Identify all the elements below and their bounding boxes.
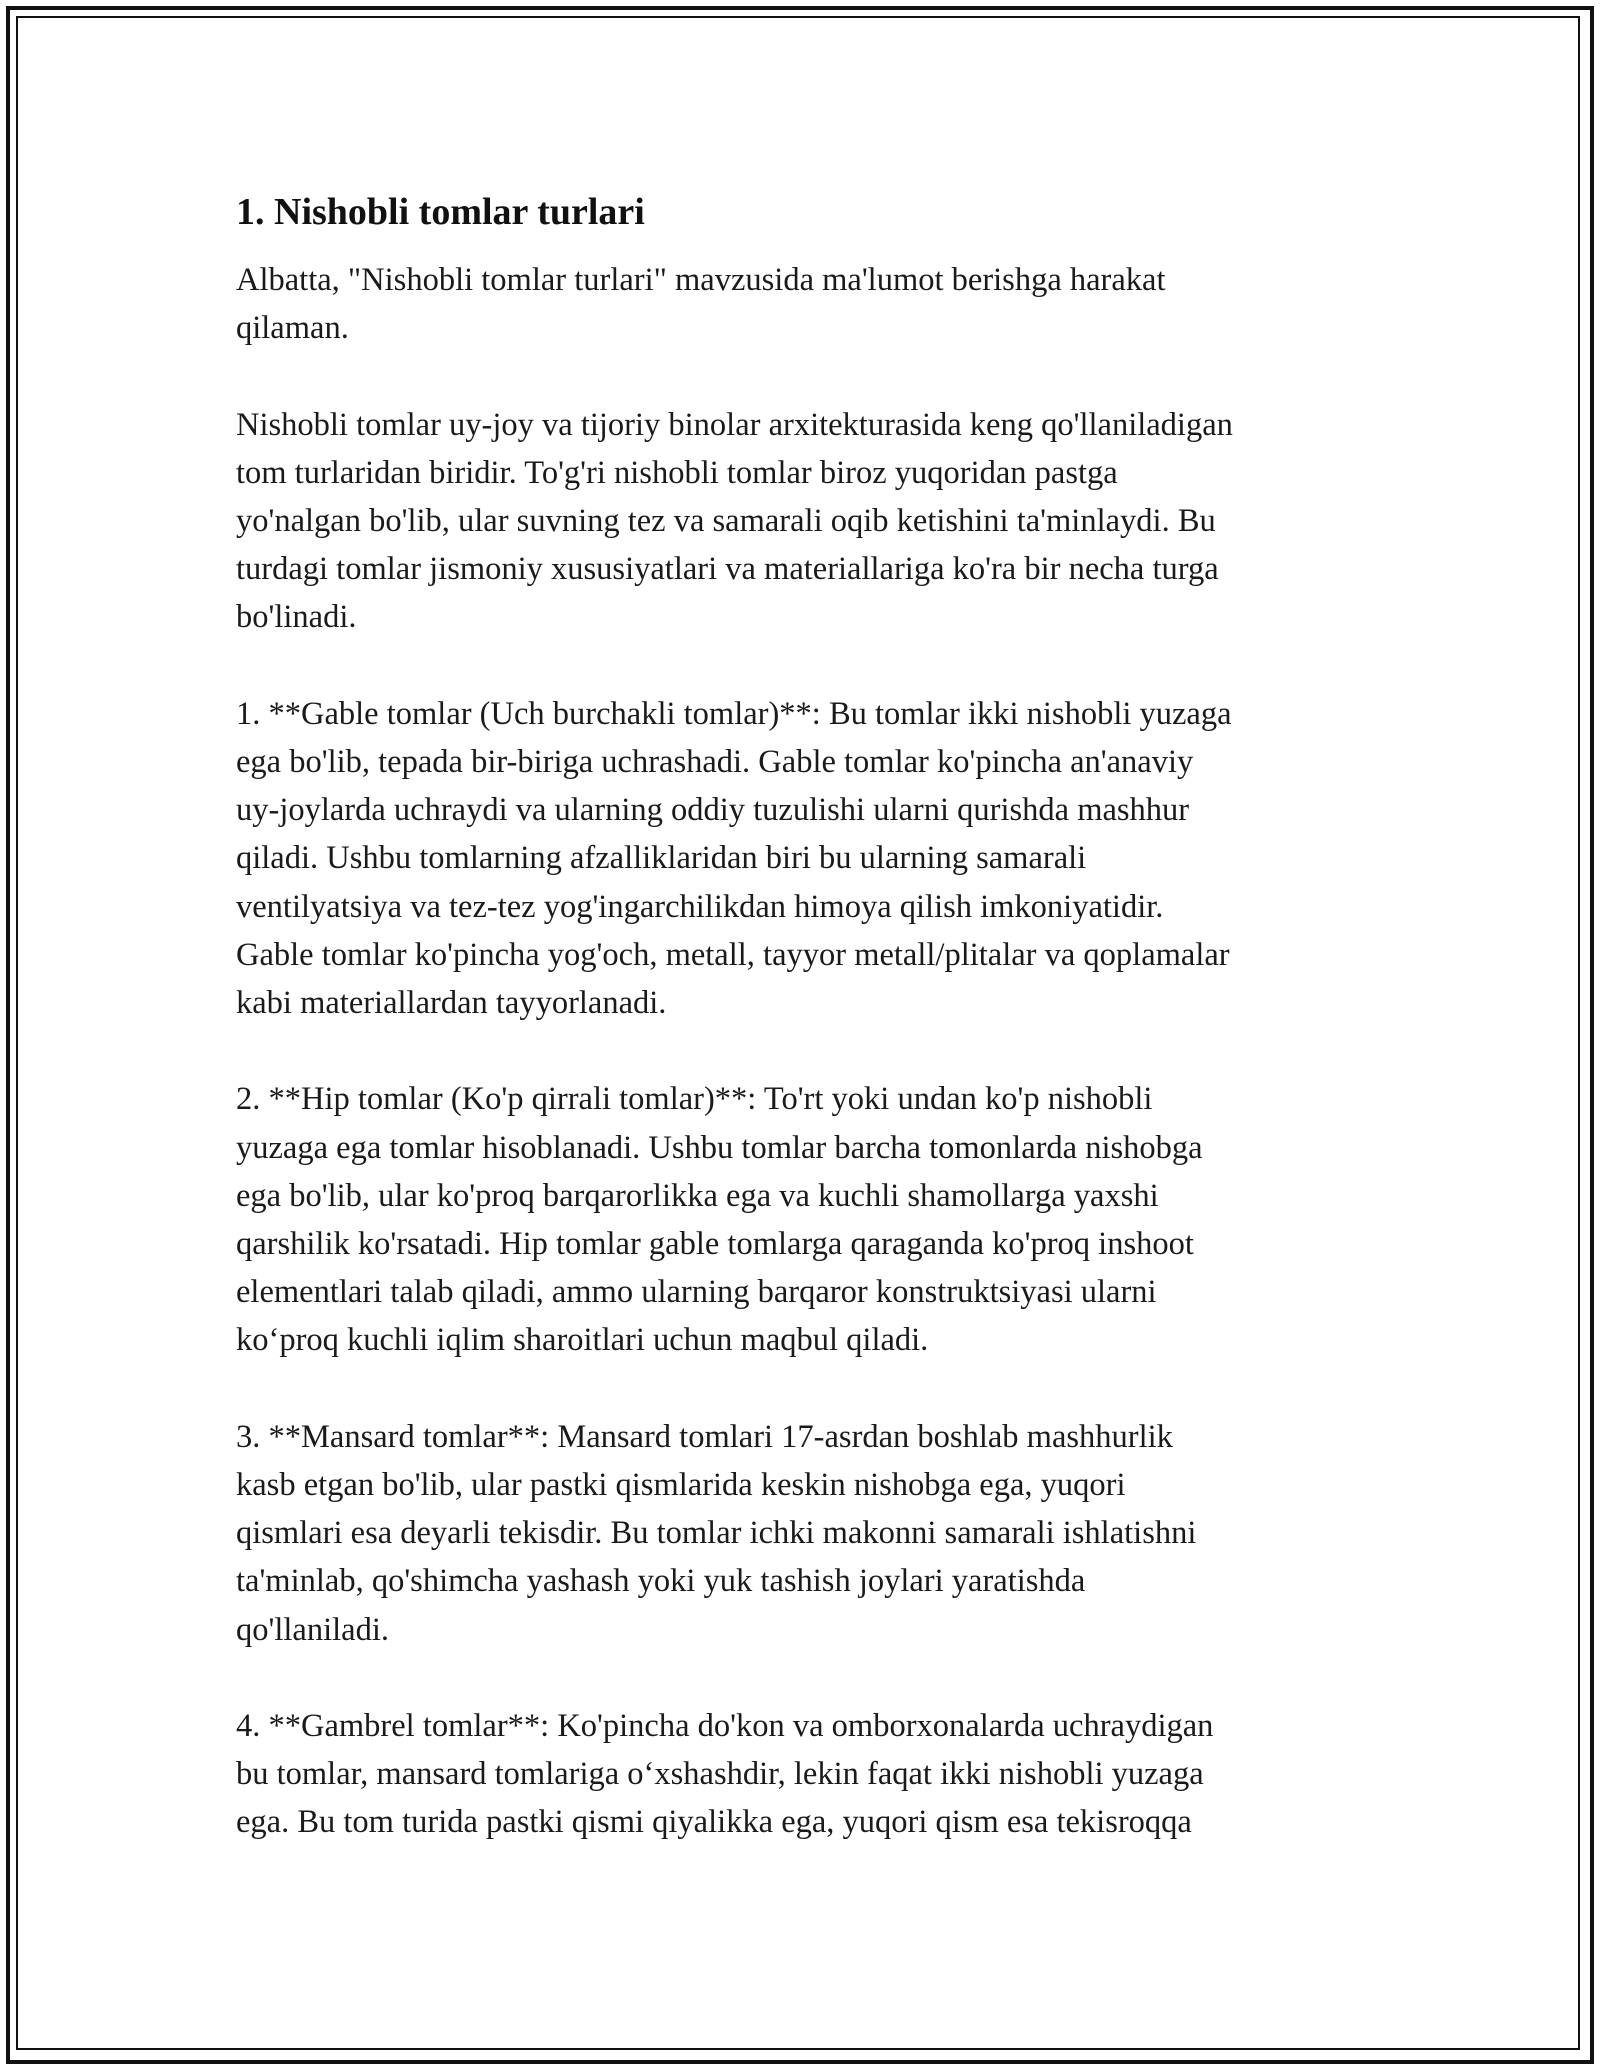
paragraph-intro [236,256,1366,352]
text-line: qiladi. Ushbu tomlarning afzalliklaridan biri bu ularning samarali [236,840,1087,877]
paragraph-gambrel [236,1702,1366,1847]
text-line: turdagi tomlar jismoniy xususiyatlari va materiallariga ko'ra bir necha turga [236,551,1219,588]
text-line: ko‘proq kuchli iqlim sharoitlari uchun maqbul qiladi. [236,1322,929,1359]
text-line: kasb etgan bo'lib, ular pastki qismlarida keskin nishobga ega, yuqori [236,1467,1126,1504]
text-line: yuzaga ega tomlar hisoblanadi. Ushbu tomlar barcha tomonlarda nishobga [236,1129,1203,1166]
text-line: ega. Bu tom turida pastki qismi qiyalikka ega, yuqori qism esa tekisroqqa [236,1804,1192,1841]
text-line: ega bo'lib, ular ko'proq barqarorlikka ega va kuchli shamollarga yaxshi [236,1177,1159,1214]
text-line: yo'nalgan bo'lib, ular suvning tez va samarali oqib ketishini ta'minlaydi. Bu [236,503,1216,539]
document-body [236,188,1366,1895]
text-line: uy-joylarda uchraydi va ularning oddiy tuzulishi ularni qurishda mashhur [236,792,1190,829]
text-line: qarshilik ko'rsatadi. Hip tomlar gable tomlarga qaraganda ko'proq inshoot [236,1226,1194,1263]
text-line: qilaman. [236,310,349,347]
text-line: kabi materiallardan tayyorlanadi. [236,985,667,1022]
text-line: 3. **Mansard tomlar**: Mansard tomlari 17-asrdan boshlab mashhurlik [236,1418,1173,1455]
text-line: 4. **Gambrel tomlar**: Ko'pincha do'kon va omborxonalarda uchraydigan [236,1708,1214,1745]
text-line: Nishobli tomlar uy-joy va tijoriy binolar arxitekturasida keng qo'llaniladigan [236,406,1233,443]
text-line: bu tomlar, mansard tomlariga o‘xshashdir, lekin faqat ikki nishobli yuzaga [236,1756,1204,1793]
text-line: ta'minlab, qo'shimcha yashash yoki yuk tashish joylari yaratishda [236,1563,1086,1600]
text-line: ventilyatsiya va tez-tez yog'ingarchilikdan himoya qilish imkoniyatidir. [236,888,1164,925]
text-line: ega bo'lib, tepada bir-biriga uchrashadi. Gable tomlar ko'pincha an'anaviy [236,744,1194,780]
text-line: 2. **Hip tomlar (Ko'p qirrali tomlar)**: To'rt yoki undan ko'p nishobli [236,1081,1153,1118]
text-line: bo'linadi. [236,599,357,636]
text-line: qismlari esa deyarli tekisdir. Bu tomlar ichki makonni samarali ishlatishni [236,1515,1197,1552]
text-line: 1. **Gable tomlar (Uch burchakli tomlar)**: Bu tomlar ikki nishobli yuzaga [236,695,1232,732]
text-line: Albatta, "Nishobli tomlar turlari" mavzusida ma'lumot berishga harakat [236,262,1166,298]
text-line: Gable tomlar ko'pincha yog'och, metall, tayyor metall/plitalar va qoplamalar [236,936,1230,973]
text-line: elementlari talab qiladi, ammo ularning barqaror konstruktsiyasi ularni [236,1274,1157,1311]
paragraph-hip [236,1075,1366,1364]
text-line: qo'llaniladi. [236,1611,389,1648]
document-title: 1. Nishobli tomlar turlari [236,191,645,233]
paragraph-mansard [236,1413,1366,1654]
paragraph-gable [236,690,1366,1027]
text-line: tom turlaridan biridir. To'g'ri nishobli tomlar biroz yuqoridan pastga [236,454,1118,491]
paragraph-overview [236,401,1366,642]
